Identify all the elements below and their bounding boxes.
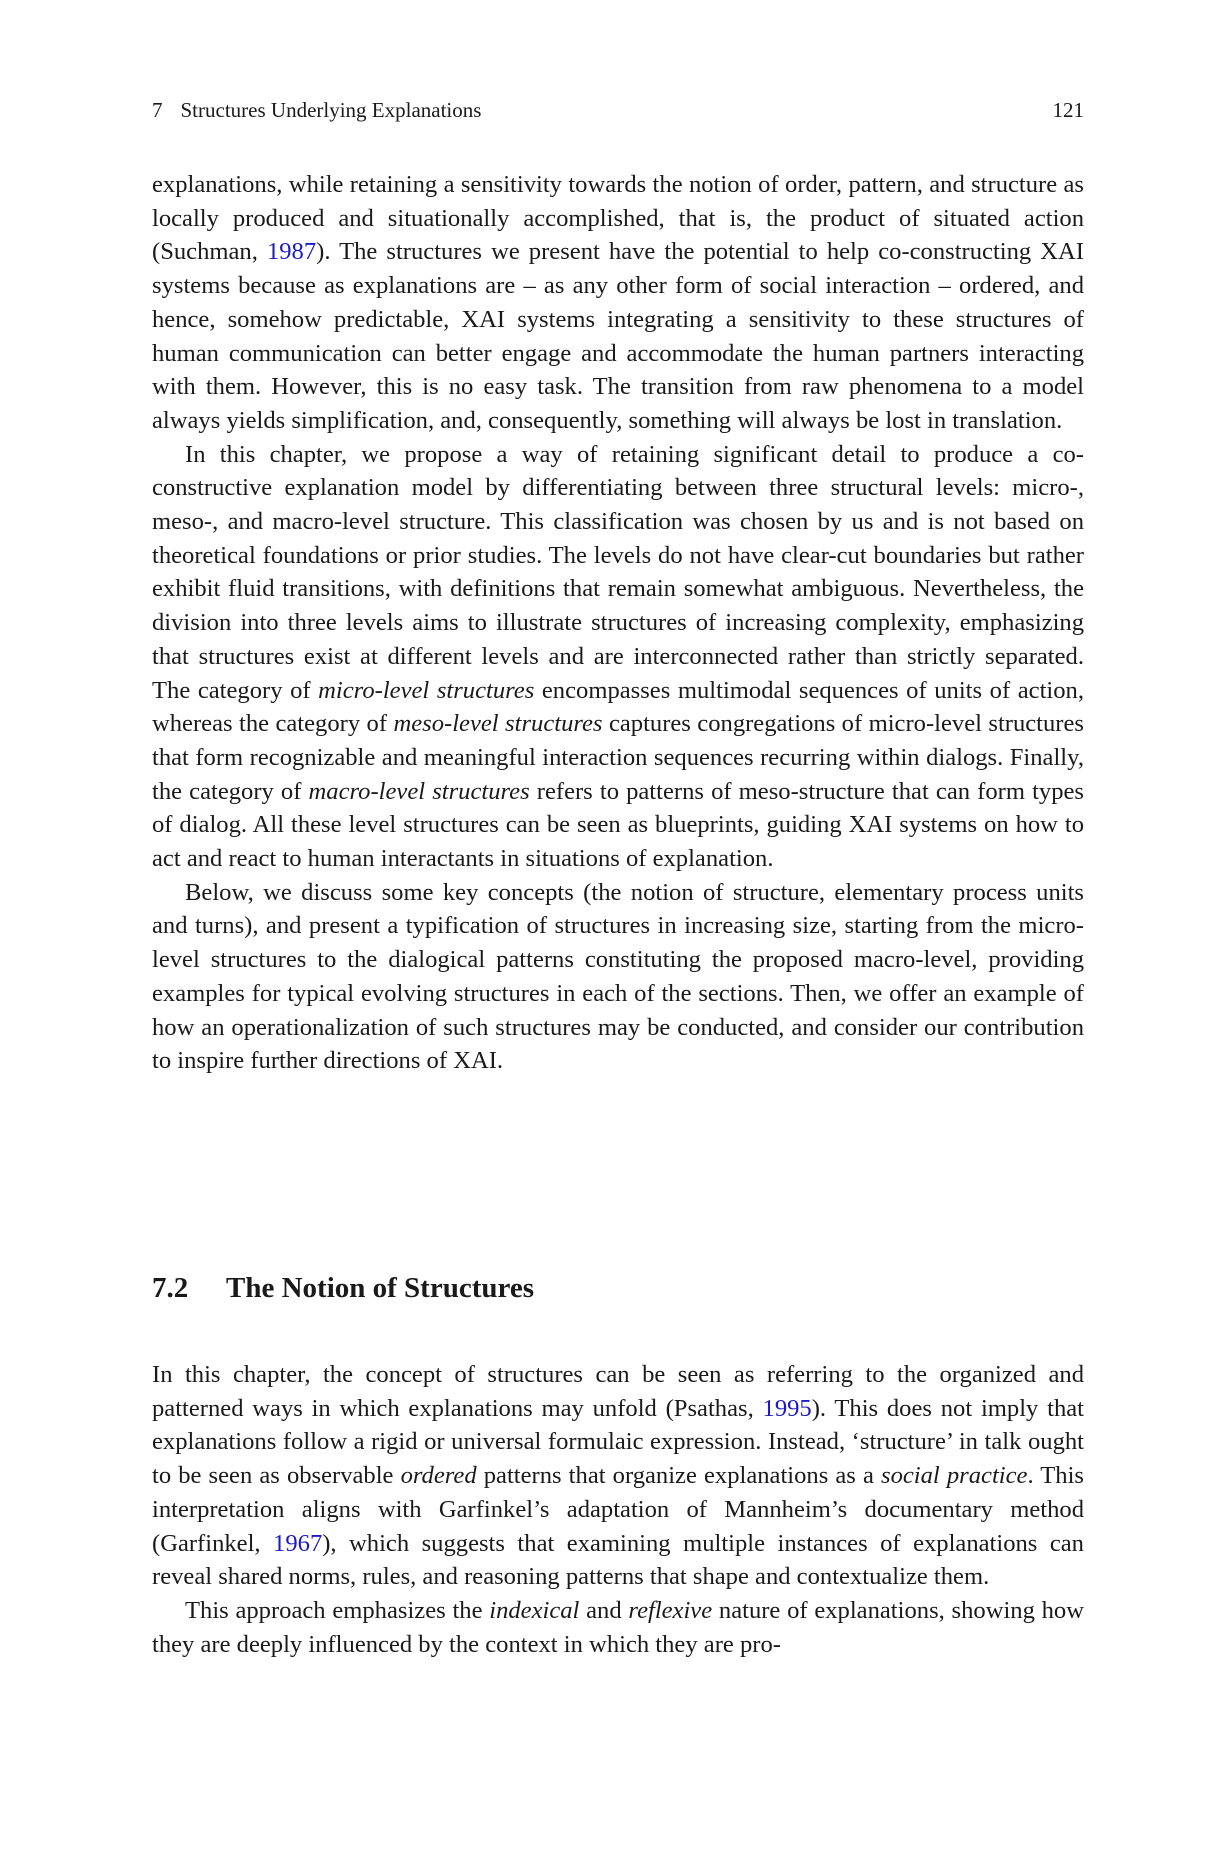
section-paragraph-2: This approach emphasizes the indexical and reflexive nature of explanations, showing how they are deeply influenced by the context in which they are pro-	[152, 1596, 1084, 1658]
emphasis-reflexive: reflexive	[628, 1596, 713, 1624]
chapter-number: 7	[152, 98, 163, 122]
section-title: The Notion of Structures	[226, 1272, 534, 1304]
emphasis-indexical: indexical	[489, 1596, 580, 1624]
running-head	[152, 98, 1084, 128]
paragraph-3: Below, we discuss some key concepts (the notion of structure, elementary process units and turns), and present a typification of structures in increasing size, starting from the micro-level structures to the dialogical patterns constituting the proposed macro-level, providing examples for typical evolving structures in each of the sections. Then, we offer an example of how an operationalization of such structures may be conducted, and consider our contribution to inspire further directions of XAI.	[152, 878, 1084, 1075]
emphasis-macro-level: macro-level structures	[308, 777, 530, 805]
page-number: 121	[1052, 98, 1084, 122]
body-text-section	[152, 1358, 1084, 1661]
chapter-title: Structures Underlying Explanations	[180, 98, 482, 122]
emphasis-meso-level: meso-level structures	[393, 710, 603, 738]
paragraph-1: explanations, while retaining a sensitivity towards the notion of order, pattern, and structure as locally produced and situationally accomplished, that is, the product of situated action (Suchman, 1987). The structures we present have the potential to help co-constructing XAI systems because as explanations are – as any other form of social interaction – ordered, and hence, somehow predictable, XAI systems integrating a sensitivity to these structures of human communication can better engage and accommodate the human partners interacting with them. However, this is no easy task. The transition from raw phenomena to a model always yields simplification, and, consequently, something will always be lost in translation.	[152, 171, 1084, 434]
section-number: 7.2	[152, 1272, 189, 1304]
citation-link-suchman-1987[interactable]: 1987	[266, 238, 317, 266]
emphasis-social-practice: social practice	[881, 1462, 1028, 1490]
section-paragraph-1: In this chapter, the concept of structures can be seen as referring to the organized and patterned ways in which explanations may unfold (Psathas, 1995). This does not imply that explanations follow a rigid or universal formulaic expression. Instead, ‘structure’ in talk ought to be seen as observable ordered patterns that organize explanations as a social practice. This interpretation aligns with Garfinkel’s adaptation of Mannheim’s documentary method (Garfinkel, 1967), which suggests that examining multiple instances of explanations can reveal shared norms, rules, and reasoning patterns that shape and contextualize them.	[152, 1361, 1085, 1591]
paragraph-2: In this chapter, we propose a way of retaining significant detail to produce a co-constructive explanation model by differentiating between three structural levels: micro-, meso-, and macro-level structure. This classification was chosen by us and is not based on theoretical foundations or prior studies. The levels do not have clear-cut boundaries but rather exhibit fluid transitions, with definitions that remain somewhat ambiguous. Nevertheless, the division into three levels aims to illustrate structures of increasing complexity, emphasizing that structures exist at different levels and are interconnected rather than strictly separated. The category of micro-level structures encompasses multimodal sequences of units of action, whereas the category of meso-level structures captures congregations of micro-level structures that form recognizable and meaningful interaction sequences recurring within dialogs. Finally, the category of macro-level structures refers to patterns of meso-structure that can form types of dialog. All these level structures can be seen as blueprints, guiding XAI systems on how to act and react to human interactants in situations of explanation.	[152, 440, 1084, 873]
body-text-top	[152, 168, 1084, 1078]
citation-link-garfinkel-1967[interactable]: 1967	[273, 1529, 323, 1557]
citation-link-psathas-1995[interactable]: 1995	[762, 1394, 812, 1422]
section-heading	[152, 1272, 534, 1305]
emphasis-ordered: ordered	[400, 1462, 477, 1490]
running-head-chapter	[152, 98, 481, 128]
emphasis-micro-level: micro-level structures	[318, 676, 535, 704]
